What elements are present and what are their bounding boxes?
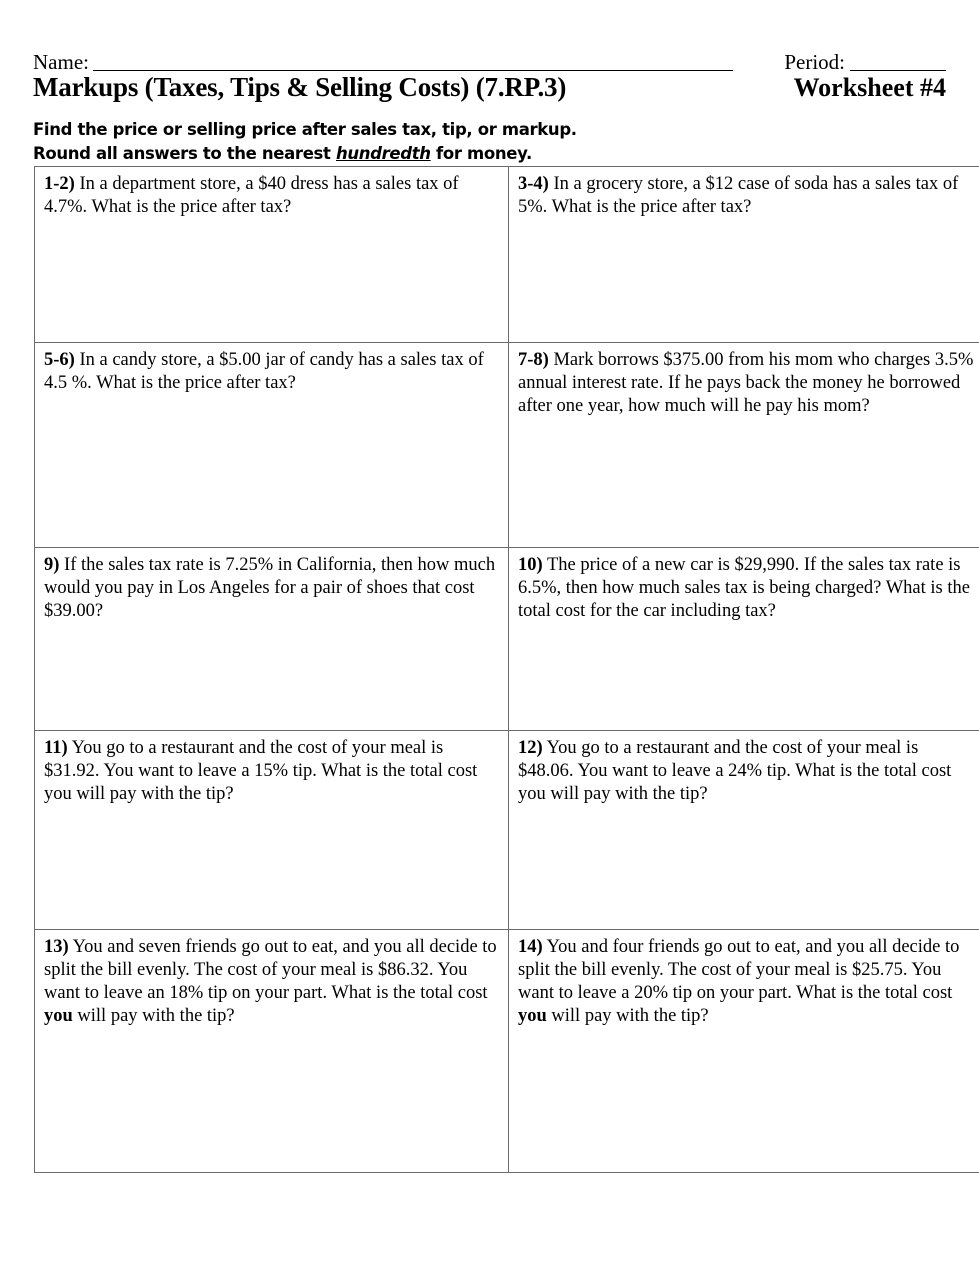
problem-text-bold: you xyxy=(44,1006,73,1027)
problem-text-before: You and seven friends go out to eat, and you all decide to split the bill evenly. The cost of your meal is $86.32. You want to leave an 18% tip on your part. What is the total cost xyxy=(44,937,497,1004)
table-row xyxy=(35,343,979,548)
problem-cell-3-4[interactable] xyxy=(509,167,979,343)
problem-cell-10[interactable] xyxy=(509,548,979,731)
problem-cell-5-6[interactable] xyxy=(35,343,509,548)
problem-text xyxy=(44,937,497,1026)
table-row xyxy=(35,930,979,1173)
name-blank-line[interactable] xyxy=(93,69,733,71)
name-label: Name: xyxy=(33,50,89,74)
problem-text: You go to a restaurant and the cost of your meal is $31.92. You want to leave a 15% tip. What is the total cost you will pay with the tip? xyxy=(44,738,478,805)
period-label: Period: xyxy=(784,50,845,74)
table-row xyxy=(35,731,979,930)
problem-number: 7-8) xyxy=(518,350,549,370)
directions-line-1: Find the price or selling price after sales tax, tip, or markup. xyxy=(33,120,577,139)
problem-number: 12) xyxy=(518,738,543,758)
period-blank-line[interactable] xyxy=(850,69,946,71)
problem-cell-13[interactable] xyxy=(35,930,509,1173)
problem-number: 3-4) xyxy=(518,174,549,194)
problem-text-after: will pay with the tip? xyxy=(546,1006,709,1027)
problem-number: 11) xyxy=(44,738,68,758)
directions-line-2 xyxy=(33,142,946,166)
problem-text-after: will pay with the tip? xyxy=(72,1006,235,1027)
problem-cell-1-2[interactable] xyxy=(35,167,509,343)
problem-cell-14[interactable] xyxy=(509,930,979,1173)
problem-cell-7-8[interactable] xyxy=(509,343,979,548)
problem-text: The price of a new car is $29,990. If the sales tax rate is 6.5%, then how much sales tax is being charged? What is the total cost for the car including tax? xyxy=(518,555,970,622)
problems-table xyxy=(34,166,979,1173)
table-row xyxy=(35,548,979,731)
problem-number: 5-6) xyxy=(44,350,75,370)
problem-text: In a candy store, a $5.00 jar of candy has a sales tax of 4.5 %. What is the price after tax? xyxy=(44,350,484,394)
problem-text: In a department store, a $40 dress has a sales tax of 4.7%. What is the price after tax? xyxy=(44,174,459,218)
problem-text: In a grocery store, a $12 case of soda has a sales tax of 5%. What is the price after tax? xyxy=(518,174,959,218)
problem-text: You go to a restaurant and the cost of your meal is $48.06. You want to leave a 24% tip. What is the total cost you will pay with the tip? xyxy=(518,738,952,805)
table-row xyxy=(35,167,979,343)
directions-line-2-after: for money. xyxy=(430,143,532,163)
name-period-bar xyxy=(33,46,946,74)
problem-number: 14) xyxy=(518,937,543,957)
problem-text: Mark borrows $375.00 from his mom who charges 3.5% annual interest rate. If he pays back the money he borrowed after one year, how much will he pay his mom? xyxy=(518,350,974,417)
problem-number: 10) xyxy=(518,555,543,575)
problem-cell-11[interactable] xyxy=(35,731,509,930)
directions-line-2-before: Round all answers to the nearest xyxy=(33,143,336,163)
directions-block xyxy=(33,118,946,166)
page-title: Markups (Taxes, Tips & Selling Costs) (7.RP.3) xyxy=(33,72,567,102)
problem-number: 13) xyxy=(44,937,69,957)
problem-text xyxy=(518,937,959,1026)
directions-emphasis: hundredth xyxy=(335,143,431,163)
problem-text-bold: you xyxy=(518,1006,547,1027)
title-row xyxy=(33,72,946,103)
problem-cell-12[interactable] xyxy=(509,731,979,930)
problem-number: 9) xyxy=(44,555,60,575)
problem-text-before: You and four friends go out to eat, and you all decide to split the bill evenly. The cost of your meal is $25.75. You want to leave a 20% tip on your part. What is the total cost xyxy=(518,937,960,1004)
problem-number: 1-2) xyxy=(44,174,75,194)
problem-text: If the sales tax rate is 7.25% in California, then how much would you pay in Los Angeles for a pair of shoes that cost $39.00? xyxy=(44,555,496,622)
worksheet-number: Worksheet #4 xyxy=(793,73,946,102)
problem-cell-9[interactable] xyxy=(35,548,509,731)
